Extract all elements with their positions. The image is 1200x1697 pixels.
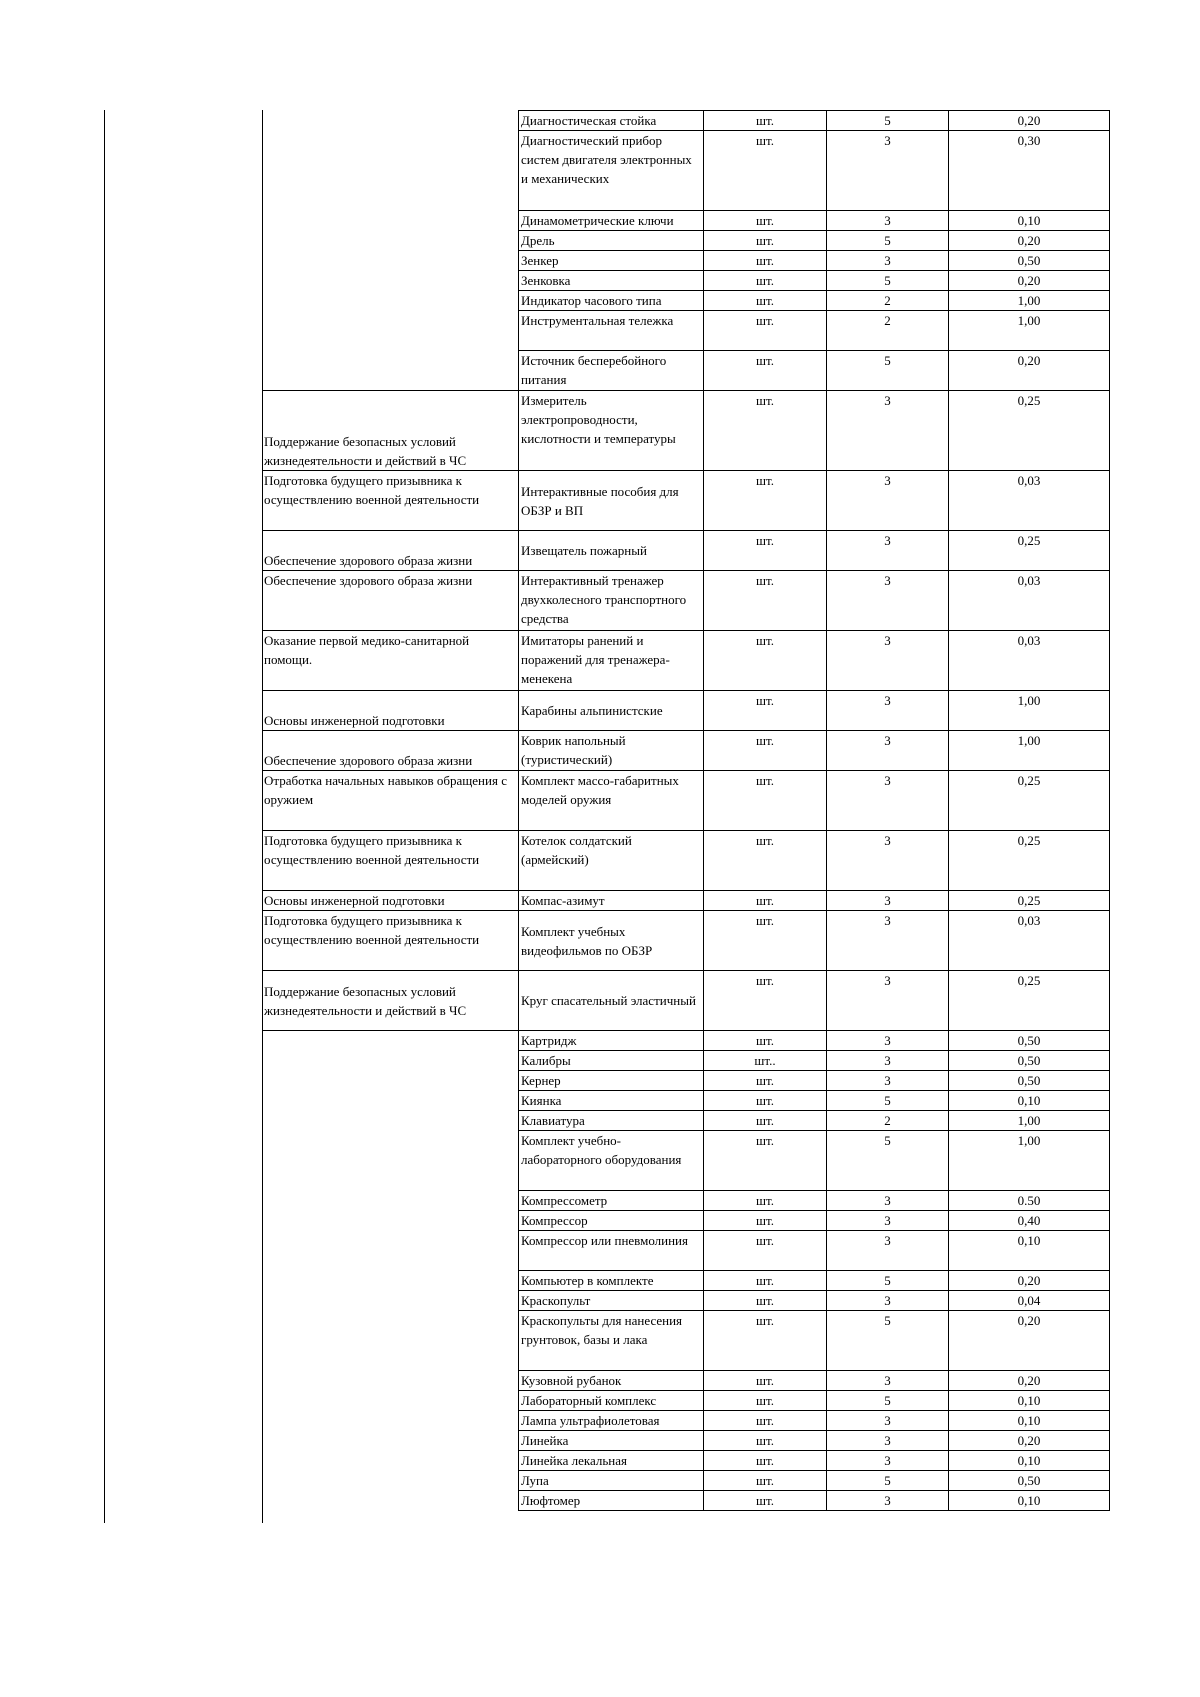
section-cell: Основы инженерной подготовки [262, 691, 519, 731]
quantity-cell: 3 [827, 891, 949, 911]
section-cell: Поддержание безопасных условий жизнедеятельности и действий в ЧС [262, 391, 519, 471]
item-name-cell: Дрель [519, 231, 704, 251]
unit-cell: шт. [704, 251, 827, 271]
unit-cell: шт. [704, 891, 827, 911]
item-name-cell: Кернер [519, 1071, 704, 1091]
unit-cell: шт. [704, 1431, 827, 1451]
unit-cell: шт. [704, 1191, 827, 1211]
quantity-cell: 3 [827, 251, 949, 271]
coefficient-cell: 0,25 [949, 891, 1110, 911]
section-cell [262, 231, 519, 251]
unit-cell: шт. [704, 1031, 827, 1051]
unit-cell: шт. [704, 1091, 827, 1111]
table-row [262, 251, 1110, 271]
unit-cell: шт. [704, 1391, 827, 1411]
unit-cell: шт. [704, 291, 827, 311]
section-cell [262, 1271, 519, 1291]
item-name-cell: Комплект массо-габаритных моделей оружия [519, 771, 704, 831]
table-row [262, 471, 1110, 531]
item-name-cell: Линейка [519, 1431, 704, 1451]
quantity-cell: 5 [827, 111, 949, 131]
coefficient-cell: 1,00 [949, 1131, 1110, 1191]
item-name-cell: Компьютер в комплекте [519, 1271, 704, 1291]
table-row [262, 271, 1110, 291]
quantity-cell: 3 [827, 771, 949, 831]
item-name-cell: Диагностический прибор систем двигателя электронных и механических [519, 131, 704, 211]
unit-cell: шт.. [704, 1051, 827, 1071]
table-row [262, 1391, 1110, 1411]
unit-cell: шт. [704, 691, 827, 731]
table-row [262, 1431, 1110, 1451]
unit-cell: шт. [704, 1471, 827, 1491]
table-row [262, 1071, 1110, 1091]
quantity-cell: 2 [827, 1111, 949, 1131]
section-cell [262, 311, 519, 351]
unit-cell: шт. [704, 771, 827, 831]
quantity-cell: 3 [827, 691, 949, 731]
table-row [262, 911, 1110, 971]
quantity-cell: 3 [827, 831, 949, 891]
section-cell: Отработка начальных навыков обращения с оружием [262, 771, 519, 831]
table-row [262, 891, 1110, 911]
item-name-cell: Интерактивные пособия для ОБЗР и ВП [519, 471, 704, 531]
table-row [262, 1191, 1110, 1211]
unit-cell: шт. [704, 1291, 827, 1311]
item-name-cell: Комплект учебных видеофильмов по ОБЗР [519, 911, 704, 971]
unit-cell: шт. [704, 131, 827, 211]
quantity-cell: 5 [827, 1271, 949, 1291]
item-name-cell: Инструментальная тележка [519, 311, 704, 351]
quantity-cell: 3 [827, 1451, 949, 1471]
coefficient-cell: 0,20 [949, 111, 1110, 131]
section-cell [262, 351, 519, 391]
quantity-cell: 3 [827, 1491, 949, 1511]
coefficient-cell: 0,25 [949, 971, 1110, 1031]
quantity-cell: 5 [827, 1311, 949, 1371]
coefficient-cell: 0,04 [949, 1291, 1110, 1311]
section-cell [262, 1371, 519, 1391]
item-name-cell: Извещатель пожарный [519, 531, 704, 571]
item-name-cell: Комплект учебно-лабораторного оборудования [519, 1131, 704, 1191]
coefficient-cell: 0,25 [949, 531, 1110, 571]
coefficient-cell: 0,10 [949, 211, 1110, 231]
unit-cell: шт. [704, 831, 827, 891]
unit-cell: шт. [704, 1211, 827, 1231]
coefficient-cell: 0,10 [949, 1491, 1110, 1511]
section-cell [262, 1391, 519, 1411]
section-cell [262, 131, 519, 211]
unit-cell: шт. [704, 1311, 827, 1371]
table-row [262, 1371, 1110, 1391]
coefficient-cell: 0,10 [949, 1451, 1110, 1471]
table-row [262, 1471, 1110, 1491]
table-row [262, 1491, 1110, 1511]
unit-cell: шт. [704, 1071, 827, 1091]
item-name-cell: Диагностическая стойка [519, 111, 704, 131]
item-name-cell: Лупа [519, 1471, 704, 1491]
table-row [262, 1031, 1110, 1051]
coefficient-cell: 0,03 [949, 471, 1110, 531]
section-cell [262, 1211, 519, 1231]
section-cell [262, 1471, 519, 1491]
table-row [262, 231, 1110, 251]
unit-cell: шт. [704, 471, 827, 531]
quantity-cell: 5 [827, 231, 949, 251]
quantity-cell: 2 [827, 311, 949, 351]
coefficient-cell: 0,50 [949, 1031, 1110, 1051]
table-row [262, 971, 1110, 1031]
unit-cell: шт. [704, 391, 827, 471]
section-cell [262, 211, 519, 231]
unit-cell: шт. [704, 1131, 827, 1191]
coefficient-cell: 0,25 [949, 391, 1110, 471]
unit-cell: шт. [704, 211, 827, 231]
item-name-cell: Киянка [519, 1091, 704, 1111]
quantity-cell: 3 [827, 391, 949, 471]
unit-cell: шт. [704, 351, 827, 391]
section-cell: Подготовка будущего призывника к осуществлению военной деятельности [262, 471, 519, 531]
table-row [262, 731, 1110, 771]
table-row [262, 311, 1110, 351]
section-cell [262, 1031, 519, 1051]
coefficient-cell: 0,10 [949, 1091, 1110, 1111]
section-cell: Подготовка будущего призывника к осуществлению военной деятельности [262, 911, 519, 971]
table-row [262, 1291, 1110, 1311]
unit-cell: шт. [704, 271, 827, 291]
coefficient-cell: 0,03 [949, 911, 1110, 971]
item-name-cell: Карабины альпинистские [519, 691, 704, 731]
item-name-cell: Зенковка [519, 271, 704, 291]
item-name-cell: Имитаторы ранений и поражений для тренажера-менекена [519, 631, 704, 691]
section-cell [262, 251, 519, 271]
item-name-cell: Зенкер [519, 251, 704, 271]
section-cell [262, 271, 519, 291]
table-row [262, 1271, 1110, 1291]
section-cell [262, 1091, 519, 1111]
quantity-cell: 3 [827, 1191, 949, 1211]
quantity-cell: 3 [827, 1431, 949, 1451]
quantity-cell: 3 [827, 1051, 949, 1071]
item-name-cell: Люфтомер [519, 1491, 704, 1511]
left-margin-line-1 [104, 110, 105, 1523]
table-row [262, 291, 1110, 311]
quantity-cell: 5 [827, 351, 949, 391]
coefficient-cell: 0,03 [949, 631, 1110, 691]
item-name-cell: Источник бесперебойного питания [519, 351, 704, 391]
coefficient-cell: 0,25 [949, 771, 1110, 831]
item-name-cell: Лампа ультрафиолетовая [519, 1411, 704, 1431]
unit-cell: шт. [704, 631, 827, 691]
coefficient-cell: 0,50 [949, 251, 1110, 271]
section-cell [262, 1291, 519, 1311]
unit-cell: шт. [704, 1451, 827, 1471]
quantity-cell: 3 [827, 1071, 949, 1091]
unit-cell: шт. [704, 1491, 827, 1511]
quantity-cell: 3 [827, 211, 949, 231]
section-cell: Поддержание безопасных условий жизнедеятельности и действий в ЧС [262, 971, 519, 1031]
section-cell [262, 1051, 519, 1071]
item-name-cell: Интерактивный тренажер двухколесного транспортного средства [519, 571, 704, 631]
section-cell [262, 111, 519, 131]
coefficient-cell: 0,20 [949, 1371, 1110, 1391]
table-row [262, 111, 1110, 131]
item-name-cell: Измеритель электропроводности, кислотности и температуры [519, 391, 704, 471]
coefficient-cell: 0,20 [949, 271, 1110, 291]
quantity-cell: 3 [827, 571, 949, 631]
quantity-cell: 3 [827, 631, 949, 691]
equipment-table-body [262, 111, 1110, 1511]
unit-cell: шт. [704, 971, 827, 1031]
section-cell: Основы инженерной подготовки [262, 891, 519, 911]
coefficient-cell: 0,20 [949, 231, 1110, 251]
coefficient-cell: 0,03 [949, 571, 1110, 631]
item-name-cell: Клавиатура [519, 1111, 704, 1131]
unit-cell: шт. [704, 1111, 827, 1131]
coefficient-cell: 1,00 [949, 691, 1110, 731]
quantity-cell: 3 [827, 1211, 949, 1231]
table-row [262, 391, 1110, 471]
table-row [262, 1131, 1110, 1191]
table-row [262, 1111, 1110, 1131]
coefficient-cell: 0,10 [949, 1411, 1110, 1431]
coefficient-cell: 0,10 [949, 1231, 1110, 1271]
coefficient-cell: 1,00 [949, 311, 1110, 351]
quantity-cell: 2 [827, 291, 949, 311]
table-row [262, 1091, 1110, 1111]
table-row [262, 131, 1110, 211]
item-name-cell: Котелок солдатский (армейский) [519, 831, 704, 891]
quantity-cell: 3 [827, 911, 949, 971]
section-cell: Обеспечение здорового образа жизни [262, 571, 519, 631]
table-row [262, 351, 1110, 391]
item-name-cell: Калибры [519, 1051, 704, 1071]
coefficient-cell: 0,20 [949, 1431, 1110, 1451]
quantity-cell: 3 [827, 131, 949, 211]
section-cell [262, 1071, 519, 1091]
quantity-cell: 3 [827, 1371, 949, 1391]
table-row [262, 1311, 1110, 1371]
unit-cell: шт. [704, 111, 827, 131]
section-cell [262, 1231, 519, 1271]
item-name-cell: Коврик напольный (туристический) [519, 731, 704, 771]
section-cell [262, 1191, 519, 1211]
table-row [262, 531, 1110, 571]
item-name-cell: Динамометрические ключи [519, 211, 704, 231]
table-row [262, 631, 1110, 691]
table-row [262, 1051, 1110, 1071]
coefficient-cell: 0,40 [949, 1211, 1110, 1231]
unit-cell: шт. [704, 311, 827, 351]
item-name-cell: Картридж [519, 1031, 704, 1051]
section-cell [262, 1311, 519, 1371]
quantity-cell: 3 [827, 531, 949, 571]
quantity-cell: 5 [827, 1471, 949, 1491]
quantity-cell: 5 [827, 1391, 949, 1411]
coefficient-cell: 0,20 [949, 351, 1110, 391]
quantity-cell: 5 [827, 271, 949, 291]
unit-cell: шт. [704, 1371, 827, 1391]
item-name-cell: Кузовной рубанок [519, 1371, 704, 1391]
quantity-cell: 5 [827, 1131, 949, 1191]
unit-cell: шт. [704, 911, 827, 971]
item-name-cell: Индикатор часового типа [519, 291, 704, 311]
section-cell: Обеспечение здорового образа жизни [262, 531, 519, 571]
unit-cell: шт. [704, 1411, 827, 1431]
item-name-cell: Круг спасательный эластичный [519, 971, 704, 1031]
quantity-cell: 3 [827, 1031, 949, 1051]
coefficient-cell: 1,00 [949, 291, 1110, 311]
item-name-cell: Лабораторный комплекс [519, 1391, 704, 1411]
table-row [262, 831, 1110, 891]
coefficient-cell: 1,00 [949, 1111, 1110, 1131]
coefficient-cell: 0,20 [949, 1311, 1110, 1371]
quantity-cell: 3 [827, 1231, 949, 1271]
section-cell: Оказание первой медико-санитарной помощи. [262, 631, 519, 691]
table-row [262, 1231, 1110, 1271]
coefficient-cell: 0,50 [949, 1051, 1110, 1071]
unit-cell: шт. [704, 531, 827, 571]
coefficient-cell: 0,50 [949, 1471, 1110, 1491]
section-cell [262, 1451, 519, 1471]
unit-cell: шт. [704, 231, 827, 251]
equipment-table [262, 110, 1110, 1511]
unit-cell: шт. [704, 571, 827, 631]
section-cell [262, 1111, 519, 1131]
quantity-cell: 3 [827, 731, 949, 771]
item-name-cell: Компрессор или пневмолиния [519, 1231, 704, 1271]
quantity-cell: 3 [827, 1411, 949, 1431]
section-cell [262, 1491, 519, 1511]
section-cell [262, 1431, 519, 1451]
table-row [262, 1211, 1110, 1231]
coefficient-cell: 0,25 [949, 831, 1110, 891]
item-name-cell: Краскопульты для нанесения грунтовок, базы и лака [519, 1311, 704, 1371]
unit-cell: шт. [704, 1271, 827, 1291]
unit-cell: шт. [704, 1231, 827, 1271]
section-cell: Обеспечение здорового образа жизни [262, 731, 519, 771]
quantity-cell: 3 [827, 471, 949, 531]
section-cell [262, 1131, 519, 1191]
coefficient-cell: 0,20 [949, 1271, 1110, 1291]
table-row [262, 211, 1110, 231]
coefficient-cell: 0,30 [949, 131, 1110, 211]
section-cell [262, 291, 519, 311]
item-name-cell: Компас-азимут [519, 891, 704, 911]
item-name-cell: Компрессометр [519, 1191, 704, 1211]
quantity-cell: 3 [827, 1291, 949, 1311]
section-cell [262, 1411, 519, 1431]
unit-cell: шт. [704, 731, 827, 771]
coefficient-cell: 0,10 [949, 1391, 1110, 1411]
item-name-cell: Линейка лекальная [519, 1451, 704, 1471]
coefficient-cell: 0.50 [949, 1191, 1110, 1211]
table-row [262, 1451, 1110, 1471]
section-cell: Подготовка будущего призывника к осуществлению военной деятельности [262, 831, 519, 891]
quantity-cell: 5 [827, 1091, 949, 1111]
item-name-cell: Краскопульт [519, 1291, 704, 1311]
table-row [262, 1411, 1110, 1431]
coefficient-cell: 1,00 [949, 731, 1110, 771]
table-row [262, 771, 1110, 831]
item-name-cell: Компрессор [519, 1211, 704, 1231]
table-row [262, 691, 1110, 731]
coefficient-cell: 0,50 [949, 1071, 1110, 1091]
quantity-cell: 3 [827, 971, 949, 1031]
table-row [262, 571, 1110, 631]
